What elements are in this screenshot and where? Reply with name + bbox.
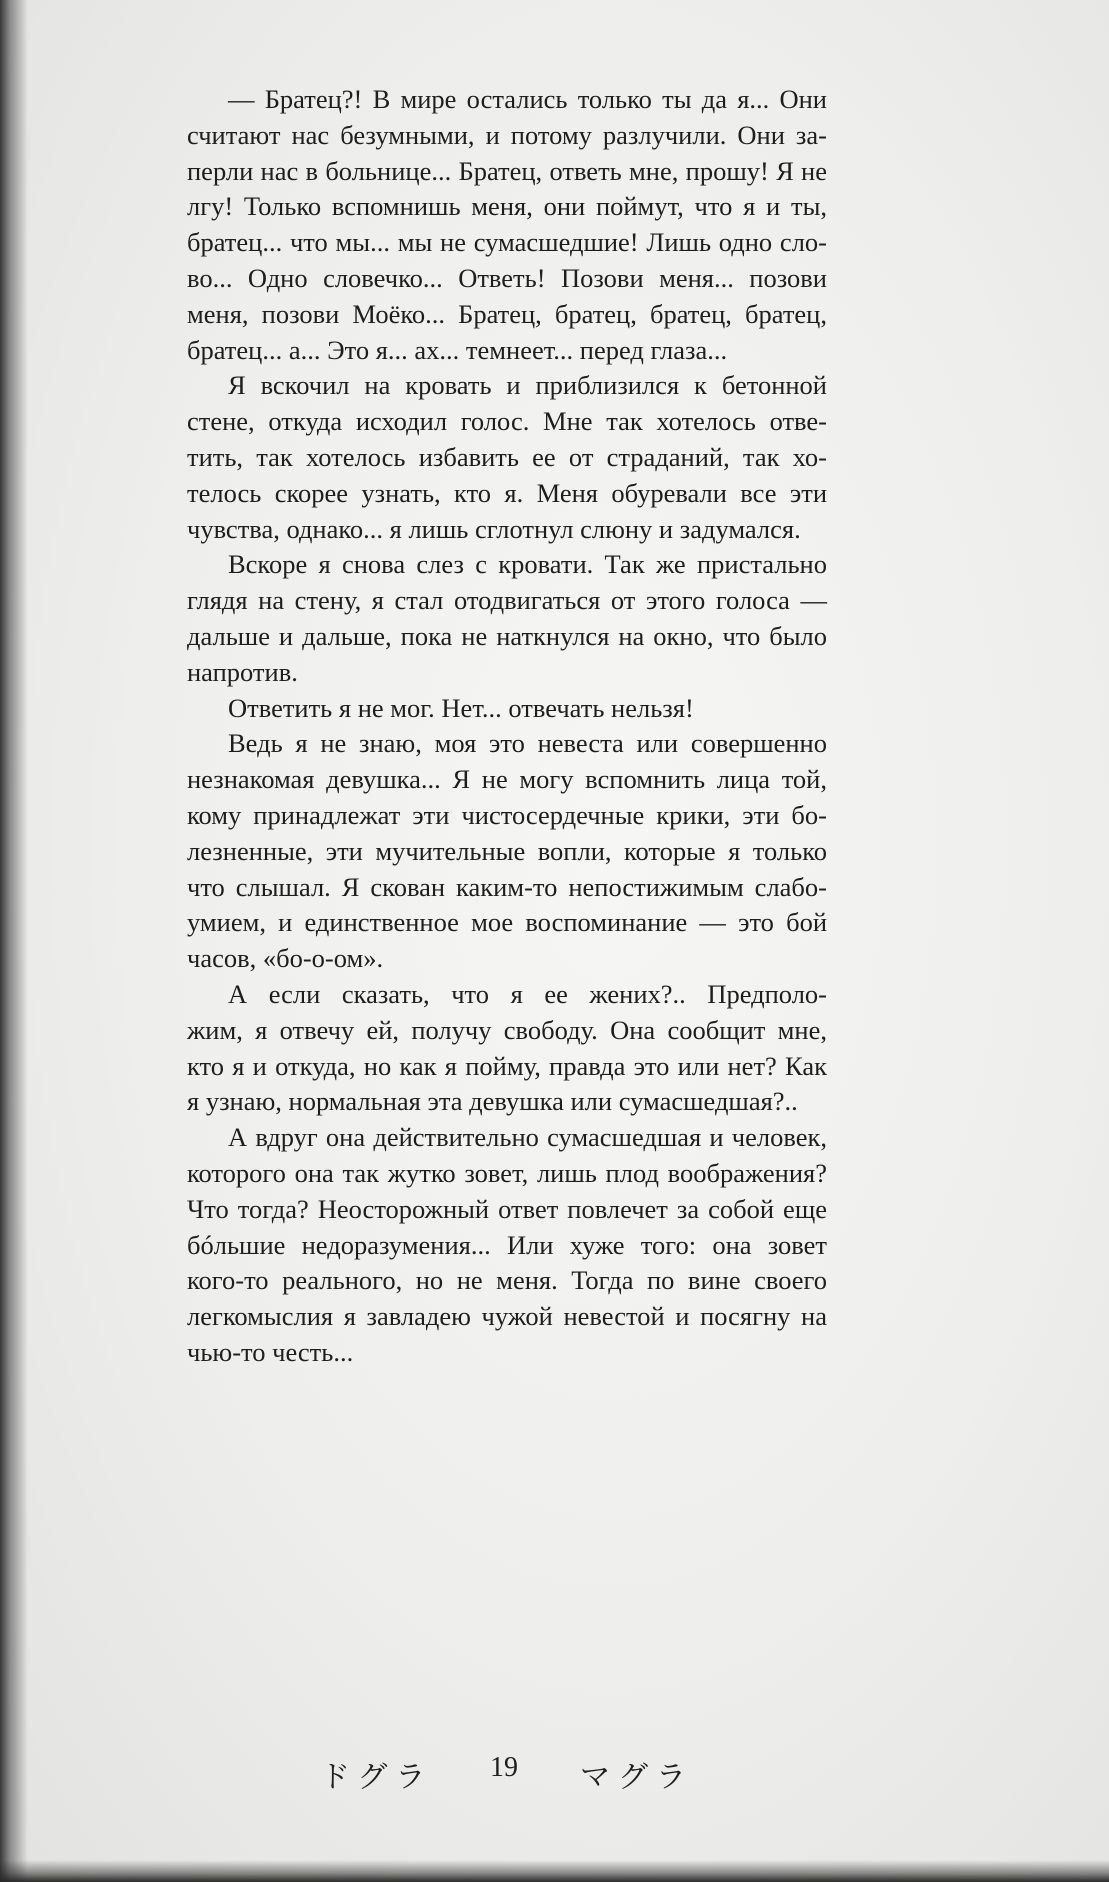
text-line: А если сказать, что я ее жених?.. Предполо- bbox=[228, 978, 827, 1009]
text-line: незнакомая девушка... Я не могу вспомнить лица той, bbox=[187, 764, 827, 795]
footer-title-left: ドグラ bbox=[320, 1760, 434, 1795]
text-line: Ответить я не мог. Нет... отвечать нельзя! bbox=[228, 692, 694, 723]
text-line: — Братец?! В мире остались только ты да я... Они bbox=[228, 84, 827, 114]
text-line: перли нас в больнице... Братец, ответь мне, прошу! Я не bbox=[187, 155, 827, 186]
text-line: чью-то честь... bbox=[187, 1336, 354, 1367]
text-line: считают нас безумными, и потому разлучили. Они за- bbox=[187, 119, 827, 150]
text-line: я узнаю, нормальная эта девушка или сумасшедшая?.. bbox=[187, 1086, 798, 1117]
paragraph bbox=[187, 726, 827, 977]
paragraph bbox=[187, 82, 827, 368]
paragraph bbox=[187, 368, 827, 547]
running-footer bbox=[0, 1752, 1109, 1795]
paragraph bbox=[187, 977, 827, 1120]
paragraph bbox=[187, 691, 827, 727]
footer-title-right: マグラ bbox=[580, 1760, 694, 1795]
text-line: Ведь я не знаю, моя это невеста или совершенно bbox=[228, 728, 827, 759]
text-line: стене, откуда исходил голос. Мне так хотелось отве- bbox=[187, 406, 827, 437]
text-line: братец... что мы... мы не сумасшедшие! Лишь одно сло- bbox=[187, 227, 827, 258]
paragraph bbox=[187, 1120, 827, 1371]
text-line: умием, и единственное мое воспоминание — это бой bbox=[187, 907, 827, 938]
text-line: Что тогда? Неосторожный ответ повлечет за собой еще bbox=[187, 1193, 827, 1224]
text-line: кому принадлежат эти чистосердечные крики, эти бо- bbox=[187, 799, 827, 830]
text-line: А вдруг она действительно сумасшедшая и человек, bbox=[228, 1122, 827, 1153]
text-line: которого она так жутко зовет, лишь плод воображения? bbox=[187, 1157, 827, 1188]
text-line: глядя на стену, я стал отодвигаться от этого голоса — bbox=[187, 585, 827, 616]
text-line: легкомыслия я завладею чужой невестой и посягну на bbox=[187, 1301, 827, 1332]
text-line: что слышал. Я скован каким-то непостижимым слабо- bbox=[187, 871, 827, 902]
body-text bbox=[187, 82, 827, 1371]
text-line: во... Одно словечко... Ответь! Позови меня... позови bbox=[187, 262, 827, 293]
text-line: жим, я отвечу ей, получу свободу. Она сообщит мне, bbox=[187, 1014, 827, 1045]
text-line: часов, «бо-о-ом». bbox=[187, 943, 384, 974]
text-line: кто я и откуда, но как я пойму, правда это или нет? Как bbox=[187, 1050, 827, 1081]
text-line: лезненные, эти мучительные вопли, которые я только bbox=[187, 835, 827, 866]
text-line: телось скорее узнать, кто я. Меня обуревали все эти bbox=[187, 477, 827, 508]
text-line: тить, так хотелось избавить ее от страданий, так хо- bbox=[187, 441, 827, 472]
paragraph bbox=[187, 547, 827, 690]
text-line: меня, позови Моёко... Братец, братец, братец, братец, bbox=[187, 298, 827, 329]
text-line: чувства, однако... я лишь сглотнул слюну и задумался. bbox=[187, 513, 801, 544]
text-line: дальше и дальше, пока не наткнулся на окно, что было bbox=[187, 620, 827, 651]
page-bottom-shadow bbox=[0, 1860, 1109, 1882]
text-line: лгу! Только вспомнишь меня, они поймут, что я и ты, bbox=[187, 191, 827, 222]
text-line: Вскоре я снова слез с кровати. Так же пристально bbox=[228, 549, 827, 580]
text-line: Я вскочил на кровать и приблизился к бетонной bbox=[228, 370, 827, 401]
page-number: 19 bbox=[490, 1752, 518, 1783]
text-line: бóльшие недоразумения... Или хуже того: она зовет bbox=[187, 1229, 827, 1260]
text-line: братец... а... Это я... ах... темнеет... перед глаза... bbox=[187, 334, 728, 365]
text-line: кого-то реального, но не меня. Тогда по вине своего bbox=[187, 1265, 827, 1296]
page-edge-shadow bbox=[0, 0, 28, 1882]
text-line: напротив. bbox=[187, 656, 298, 687]
